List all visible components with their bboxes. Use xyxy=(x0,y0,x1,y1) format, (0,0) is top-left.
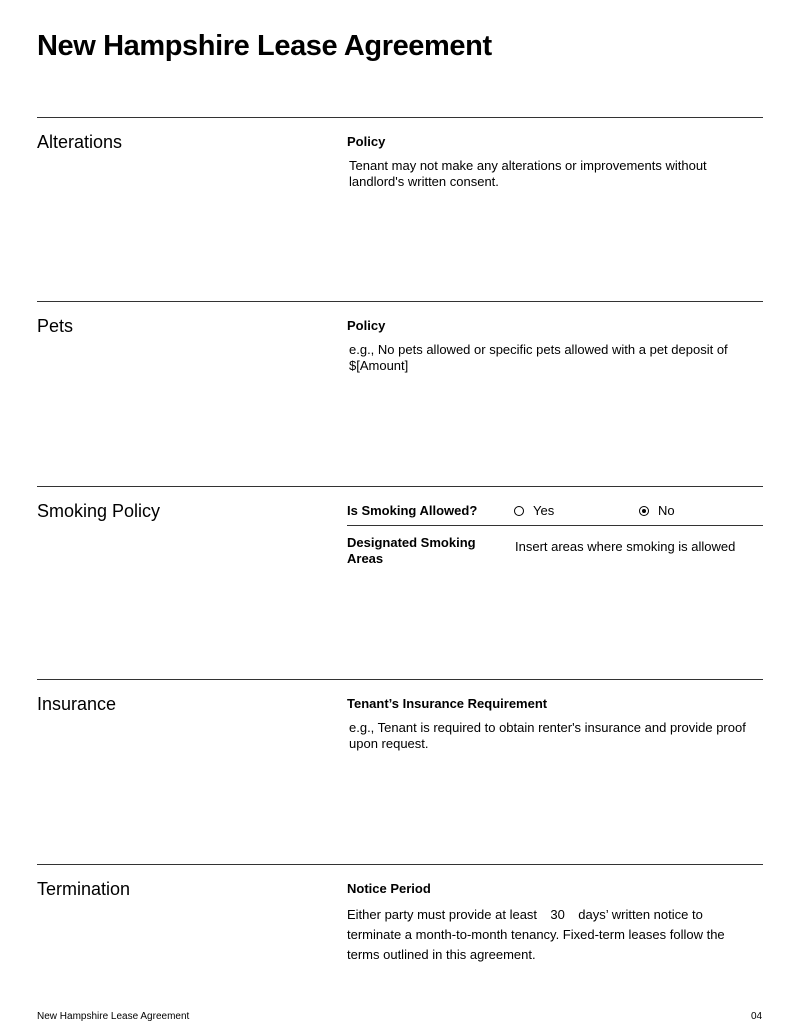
insurance-requirement-label: Tenant’s Insurance Requirement xyxy=(347,696,548,711)
smoking-no-option[interactable] xyxy=(639,503,675,518)
smoking-fields xyxy=(347,487,763,680)
notice-period-label: Notice Period xyxy=(347,881,431,896)
smoking-yes-option[interactable] xyxy=(514,503,554,518)
insurance-requirement-value[interactable]: e.g., Tenant is required to obtain renter's insurance and provide proof upon request. xyxy=(349,720,746,751)
smoking-section xyxy=(37,486,763,680)
alterations-title: Alterations xyxy=(37,132,123,152)
pets-title: Pets xyxy=(37,316,74,336)
footer-title: New Hampshire Lease Agreement xyxy=(37,1011,190,1022)
insurance-section xyxy=(37,679,763,865)
pets-policy-label: Policy xyxy=(347,318,386,333)
notice-days-input[interactable]: 30 xyxy=(550,907,565,922)
alterations-section xyxy=(37,117,763,303)
smoking-row-divider xyxy=(347,525,763,526)
pets-section xyxy=(37,301,763,487)
alterations-policy-value[interactable]: Tenant may not make any alterations or improvements without landlord's written consent. xyxy=(349,158,707,189)
pets-field xyxy=(347,302,763,487)
alterations-policy-label: Policy xyxy=(347,134,386,149)
smoking-allowed-label: Is Smoking Allowed? xyxy=(347,503,478,518)
termination-section xyxy=(37,864,763,995)
radio-selected-icon[interactable] xyxy=(639,506,649,516)
page-title: New Hampshire Lease Agreement xyxy=(37,30,492,62)
insurance-title: Insurance xyxy=(37,694,117,714)
smoking-title: Smoking Policy xyxy=(37,501,161,521)
notice-period-text xyxy=(347,905,727,965)
smoking-no-label: No xyxy=(658,503,675,518)
termination-field xyxy=(347,865,763,995)
page-number: 04 xyxy=(751,1011,763,1022)
designated-areas-label: Designated Smoking Areas xyxy=(347,535,476,566)
alterations-field xyxy=(347,118,763,303)
insurance-field xyxy=(347,680,763,865)
smoking-yes-label: Yes xyxy=(533,503,555,518)
termination-title: Termination xyxy=(37,879,131,899)
radio-unselected-icon[interactable] xyxy=(514,506,524,516)
pets-policy-value[interactable]: e.g., No pets allowed or specific pets allowed with a pet deposit of $[Amount] xyxy=(349,342,728,373)
designated-areas-value[interactable]: Insert areas where smoking is allowed xyxy=(515,539,736,554)
notice-text-after: days’ written notice to terminate a month-to-month tenancy. Fixed-term leases follow the terms outlined in this agreement. xyxy=(347,907,725,962)
notice-text-before: Either party must provide at least xyxy=(347,907,538,922)
